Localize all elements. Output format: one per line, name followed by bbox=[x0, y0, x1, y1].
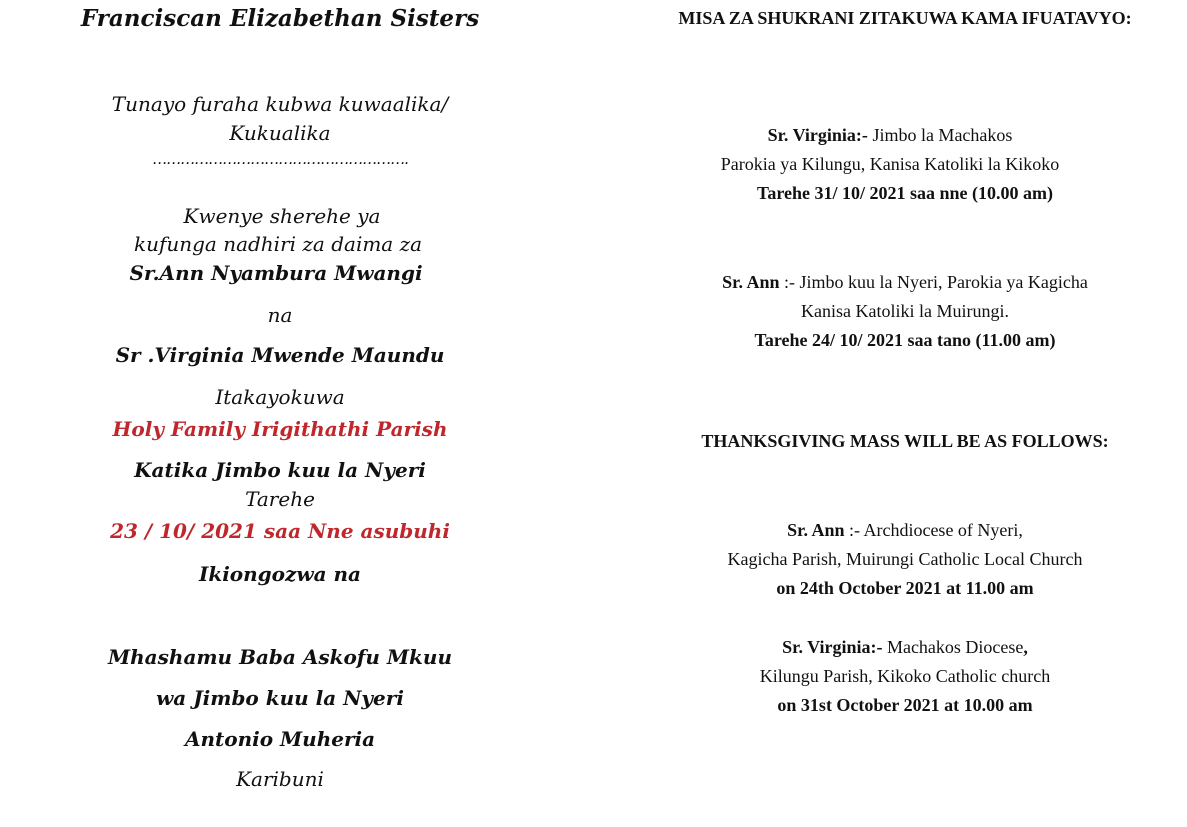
ceremony-date: 23 / 10/ 2021 saa Nne asubuhi bbox=[110, 519, 450, 543]
invite-line-2: Kukualika bbox=[229, 121, 331, 145]
tarehe-label: Tarehe bbox=[245, 487, 315, 511]
sw-ann-location: :- Jimbo kuu la Nyeri, Parokia ya Kagicha bbox=[779, 272, 1088, 292]
sister-2-name: Sr .Virginia Mwende Maundu bbox=[115, 343, 445, 367]
en-ann-name: Sr. Ann bbox=[787, 520, 845, 540]
conjunction-na: na bbox=[267, 303, 293, 327]
bishop-title-line-2: wa Jimbo kuu la Nyeri bbox=[156, 686, 404, 710]
sw-ann-date bbox=[754, 330, 1055, 351]
org-title: Franciscan Elizabethan Sisters bbox=[80, 5, 480, 32]
bishop-name: Antonio Muheria bbox=[184, 727, 376, 751]
en-virginia-location: Machakos Diocese bbox=[882, 637, 1024, 657]
sw-ann-line-2: Kanisa Katoliki la Muirungi. bbox=[801, 301, 1009, 321]
sister-1-name: Sr.Ann Nyambura Mwangi bbox=[129, 261, 423, 285]
sw-virginia-line-1 bbox=[768, 125, 1013, 146]
en-virginia-line-2: Kilungu Parish, Kikoko Catholic church bbox=[759, 666, 1051, 686]
en-ann-location: :- Archdiocese of Nyeri, bbox=[844, 520, 1023, 540]
heading-english bbox=[701, 431, 1108, 452]
itakayokuwa: Itakayokuwa bbox=[215, 385, 345, 409]
sw-ann-line-1 bbox=[722, 272, 1088, 293]
en-ann-line-1 bbox=[787, 520, 1023, 541]
en-virginia-date-text: on 31st October 2021 at 10.00 am bbox=[777, 695, 1033, 715]
sw-virginia-name: Sr. Virginia:- bbox=[767, 125, 868, 145]
sw-virginia-line-2: Parokia ya Kilungu, Kanisa Katoliki la Kikoko bbox=[720, 154, 1060, 174]
en-ann-line-2: Kagicha Parish, Muirungi Catholic Local Church bbox=[727, 549, 1083, 569]
karibuni: Karibuni bbox=[236, 767, 324, 791]
sw-virginia-location: Jimbo la Machakos bbox=[867, 125, 1013, 145]
sw-virginia-date bbox=[757, 183, 1053, 204]
occasion-line-2: kufunga nadhiri za daima za bbox=[133, 232, 423, 256]
invite-line-1: Tunayo furaha kubwa kuwaalika/ bbox=[111, 92, 449, 116]
led-by-line: Ikiongozwa na bbox=[198, 562, 362, 586]
en-virginia-comma: , bbox=[1023, 637, 1028, 657]
sw-virginia-date-text: Tarehe 31/ 10/ 2021 saa nne (10.00 am) bbox=[756, 183, 1054, 203]
en-ann-date-text: on 24th October 2021 at 11.00 am bbox=[776, 578, 1034, 598]
parish-name: Holy Family Irigithathi Parish bbox=[112, 417, 448, 441]
en-virginia-name: Sr. Virginia:- bbox=[782, 637, 883, 657]
en-ann-date bbox=[776, 578, 1033, 599]
heading-swahili-text: MISA ZA SHUKRANI ZITAKUWA KAMA IFUATAVYO: bbox=[678, 8, 1132, 28]
sw-ann-date-text: Tarehe 24/ 10/ 2021 saa tano (11.00 am) bbox=[754, 330, 1056, 350]
en-virginia-line-1 bbox=[782, 637, 1028, 658]
en-virginia-date bbox=[777, 695, 1032, 716]
invite-dots: ………………………………………………. bbox=[152, 150, 408, 168]
heading-swahili bbox=[678, 8, 1131, 29]
occasion-line-1: Kwenye sherehe ya bbox=[183, 204, 381, 228]
bishop-title-line-1: Mhashamu Baba Askofu Mkuu bbox=[108, 645, 452, 669]
sw-ann-name: Sr. Ann bbox=[722, 272, 780, 292]
diocese-line: Katika Jimbo kuu la Nyeri bbox=[134, 458, 426, 482]
heading-english-text: THANKSGIVING MASS WILL BE AS FOLLOWS: bbox=[701, 431, 1109, 451]
